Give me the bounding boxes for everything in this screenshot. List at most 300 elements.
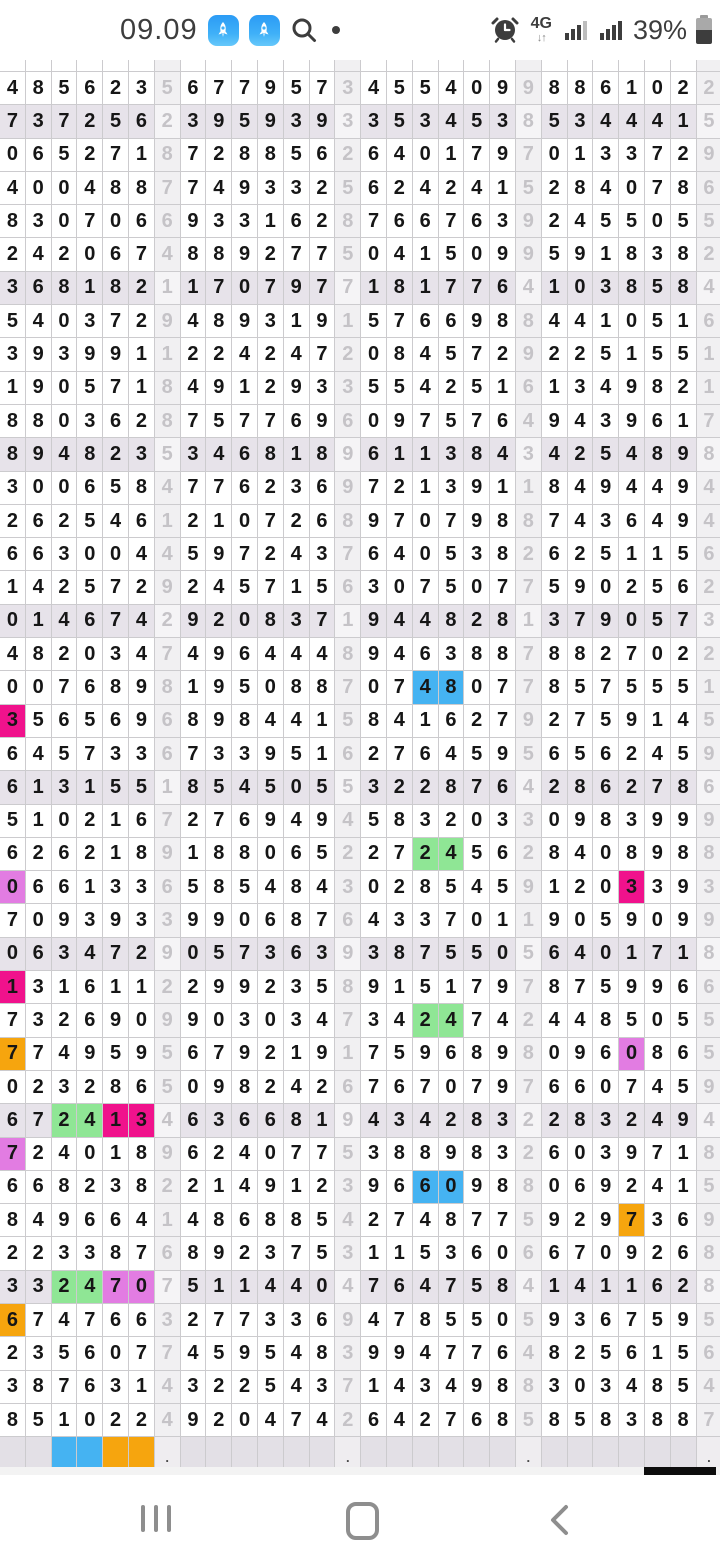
digit-cell: 0 xyxy=(26,671,52,704)
digit-cell: 5 xyxy=(232,571,258,604)
digit-cell: 2 xyxy=(181,971,207,1004)
digit-cell: 2 xyxy=(568,871,594,904)
footer-separator-cell: . xyxy=(155,1437,181,1468)
digit-cell: 4 xyxy=(619,105,645,138)
digit-cell: 5 xyxy=(645,338,671,371)
digit-cell: 8 xyxy=(439,671,465,704)
digit-cell: 5 xyxy=(52,738,78,771)
digit-cell: 9 xyxy=(593,1171,619,1204)
separator-cell: 9 xyxy=(335,438,361,471)
digit-cell: 7 xyxy=(284,1237,310,1270)
digit-cell: 8 xyxy=(206,305,232,338)
digit-cell: 3 xyxy=(310,538,336,571)
digit-cell: 3 xyxy=(542,1371,568,1404)
digit-cell: 2 xyxy=(52,638,78,671)
digit-cell: 4 xyxy=(129,605,155,638)
digit-cell: 1 xyxy=(645,705,671,738)
digit-cell: 5 xyxy=(490,871,516,904)
digit-cell: 3 xyxy=(232,1004,258,1037)
digit-cell: 8 xyxy=(413,1138,439,1171)
digit-cell: 5 xyxy=(464,938,490,971)
separator-cell: 7 xyxy=(155,1271,181,1304)
digit-cell: 4 xyxy=(387,638,413,671)
digit-cell: 8 xyxy=(568,771,594,804)
digit-cell: 7 xyxy=(206,472,232,505)
digit-cell: 7 xyxy=(129,1237,155,1270)
digit-cell: 6 xyxy=(284,405,310,438)
digit-cell: 4 xyxy=(284,1071,310,1104)
digit-cell: 8 xyxy=(671,1404,697,1437)
digit-cell: 4 xyxy=(361,72,387,105)
clipped-row-cell xyxy=(284,60,310,72)
digit-cell: 0 xyxy=(103,205,129,238)
digit-cell: 1 xyxy=(387,438,413,471)
digit-cell: 3 xyxy=(0,338,26,371)
digit-cell: 4 xyxy=(284,638,310,671)
digit-cell: 9 xyxy=(542,1204,568,1237)
digit-cell: 9 xyxy=(645,971,671,1004)
4g-network-icon xyxy=(531,16,552,44)
digit-cell: 4 xyxy=(413,605,439,638)
digit-cell: 1 xyxy=(593,238,619,271)
digit-cell: 4 xyxy=(439,838,465,871)
separator-cell: 9 xyxy=(155,571,181,604)
digit-cell: 1 xyxy=(542,1271,568,1304)
digit-cell: 4 xyxy=(181,1337,207,1370)
digit-cell: 3 xyxy=(206,205,232,238)
digit-cell: 6 xyxy=(232,1204,258,1237)
digit-cell: 7 xyxy=(26,1104,52,1137)
digit-cell: 9 xyxy=(464,1171,490,1204)
digit-cell: 3 xyxy=(413,904,439,937)
digit-cell: 2 xyxy=(181,338,207,371)
digit-cell: 7 xyxy=(206,272,232,305)
digit-cell: 0 xyxy=(568,1371,594,1404)
digit-cell: 5 xyxy=(284,738,310,771)
horizontal-scrollbar[interactable] xyxy=(0,1467,720,1475)
digit-cell: 3 xyxy=(490,105,516,138)
digit-cell: 5 xyxy=(645,1304,671,1337)
digit-cell: 9 xyxy=(232,1038,258,1071)
digit-cell: 1 xyxy=(671,305,697,338)
digit-cell: 2 xyxy=(387,472,413,505)
digit-cell: 4 xyxy=(284,538,310,571)
digit-cell: 3 xyxy=(77,405,103,438)
digit-cell: 7 xyxy=(568,605,594,638)
digit-cell: 7 xyxy=(645,139,671,172)
digit-cell: 8 xyxy=(593,1404,619,1437)
digit-cell: 5 xyxy=(619,671,645,704)
digit-cell: 4 xyxy=(645,1104,671,1137)
digit-cell: 3 xyxy=(490,205,516,238)
digit-cell: 3 xyxy=(490,1104,516,1137)
digit-cell: 9 xyxy=(568,238,594,271)
digit-cell: 8 xyxy=(103,272,129,305)
digit-cell: 5 xyxy=(310,1204,336,1237)
digit-cell: 8 xyxy=(206,1204,232,1237)
digit-cell: 3 xyxy=(284,472,310,505)
digit-cell: 8 xyxy=(542,971,568,1004)
digit-cell: 5 xyxy=(181,1271,207,1304)
digit-cell: 8 xyxy=(103,1071,129,1104)
digit-cell: 1 xyxy=(568,139,594,172)
network-label: 4G xyxy=(530,15,552,32)
clipped-row-cell xyxy=(439,60,465,72)
digit-cell: 5 xyxy=(542,571,568,604)
number-grid[interactable] xyxy=(0,60,720,1468)
digit-cell: 9 xyxy=(206,705,232,738)
digit-cell: 3 xyxy=(258,1304,284,1337)
digit-cell: 4 xyxy=(232,338,258,371)
digit-cell: 4 xyxy=(568,938,594,971)
digit-cell: 6 xyxy=(77,671,103,704)
digit-cell: 0 xyxy=(413,139,439,172)
digit-cell: 0 xyxy=(310,1271,336,1304)
digit-cell: 6 xyxy=(593,1304,619,1337)
digit-cell: 5 xyxy=(232,671,258,704)
digit-cell: 9 xyxy=(181,904,207,937)
digit-cell: 2 xyxy=(568,1337,594,1370)
separator-cell: 9 xyxy=(155,938,181,971)
digit-cell: 4 xyxy=(52,605,78,638)
back-icon[interactable] xyxy=(548,1504,570,1536)
digit-cell: 7 xyxy=(671,605,697,638)
digit-cell: 7 xyxy=(361,1071,387,1104)
digit-cell: 1 xyxy=(671,938,697,971)
separator-cell: 6 xyxy=(155,705,181,738)
digit-cell: 5 xyxy=(0,305,26,338)
digit-cell: 6 xyxy=(77,1371,103,1404)
digit-cell: 3 xyxy=(26,205,52,238)
digit-cell: 7 xyxy=(464,771,490,804)
digit-cell: 0 xyxy=(258,838,284,871)
digit-cell: 4 xyxy=(619,472,645,505)
digit-cell: 3 xyxy=(258,305,284,338)
separator-cell: 1 xyxy=(516,472,542,505)
digit-cell: 5 xyxy=(206,405,232,438)
digit-cell: 1 xyxy=(284,1038,310,1071)
digit-cell: 3 xyxy=(26,1337,52,1370)
digit-cell: 9 xyxy=(464,1371,490,1404)
separator-cell: 2 xyxy=(335,139,361,172)
digit-cell: 9 xyxy=(671,1304,697,1337)
digit-cell: 2 xyxy=(671,638,697,671)
digit-cell: 7 xyxy=(206,72,232,105)
separator-cell: 7 xyxy=(155,1337,181,1370)
digit-cell: 1 xyxy=(0,971,26,1004)
digit-cell: 1 xyxy=(619,338,645,371)
footer-separator-cell: . xyxy=(697,1437,720,1468)
digit-cell: 5 xyxy=(671,338,697,371)
digit-cell: 5 xyxy=(593,1337,619,1370)
digit-cell: 6 xyxy=(361,438,387,471)
digit-cell: 0 xyxy=(77,1404,103,1437)
digit-cell: 9 xyxy=(671,805,697,838)
digit-cell: 9 xyxy=(232,971,258,1004)
digit-cell: 8 xyxy=(464,1138,490,1171)
digit-cell: 4 xyxy=(593,105,619,138)
digit-cell: 7 xyxy=(568,705,594,738)
digit-cell: 3 xyxy=(593,505,619,538)
digit-cell: 2 xyxy=(284,505,310,538)
recents-icon[interactable] xyxy=(141,1505,171,1532)
digit-cell: 3 xyxy=(568,105,594,138)
footer-cell xyxy=(593,1437,619,1468)
digit-cell: 7 xyxy=(310,338,336,371)
separator-cell: 5 xyxy=(697,1304,720,1337)
digit-cell: 4 xyxy=(671,705,697,738)
digit-cell: 5 xyxy=(206,1337,232,1370)
digit-cell: 6 xyxy=(258,1104,284,1137)
digit-cell: 8 xyxy=(181,238,207,271)
digit-cell: 8 xyxy=(129,1171,155,1204)
digit-cell: 0 xyxy=(619,605,645,638)
separator-cell: 8 xyxy=(155,671,181,704)
digit-cell: 2 xyxy=(77,1071,103,1104)
digit-cell: 3 xyxy=(129,72,155,105)
digit-cell: 9 xyxy=(26,438,52,471)
digit-cell: 2 xyxy=(645,1237,671,1270)
digit-cell: 7 xyxy=(361,1271,387,1304)
digit-cell: 9 xyxy=(181,205,207,238)
digit-cell: 7 xyxy=(568,1237,594,1270)
digit-cell: 6 xyxy=(26,538,52,571)
digit-cell: 7 xyxy=(181,738,207,771)
separator-cell: 6 xyxy=(335,904,361,937)
digit-cell: 2 xyxy=(26,1071,52,1104)
digit-cell: 7 xyxy=(413,1071,439,1104)
digit-cell: 2 xyxy=(77,105,103,138)
digit-cell: 0 xyxy=(645,72,671,105)
digit-cell: 2 xyxy=(542,338,568,371)
separator-cell: 2 xyxy=(155,605,181,638)
digit-cell: 2 xyxy=(258,372,284,405)
digit-cell: 0 xyxy=(258,1138,284,1171)
digit-cell: 2 xyxy=(26,838,52,871)
digit-cell: 4 xyxy=(129,538,155,571)
digit-cell: 6 xyxy=(103,238,129,271)
separator-cell: 3 xyxy=(335,871,361,904)
digit-cell: 0 xyxy=(593,871,619,904)
digit-cell: 2 xyxy=(206,139,232,172)
digit-cell: 1 xyxy=(52,1404,78,1437)
digit-cell: 2 xyxy=(387,172,413,205)
digit-cell: 8 xyxy=(387,805,413,838)
separator-cell: 6 xyxy=(155,738,181,771)
digit-cell: 4 xyxy=(258,638,284,671)
digit-cell: 3 xyxy=(593,405,619,438)
digit-cell: 2 xyxy=(26,1138,52,1171)
digit-cell: 7 xyxy=(181,405,207,438)
digit-cell: 8 xyxy=(490,605,516,638)
digit-cell: 5 xyxy=(361,305,387,338)
digit-cell: 4 xyxy=(439,72,465,105)
digit-cell: 6 xyxy=(77,472,103,505)
digit-cell: 1 xyxy=(619,938,645,971)
digit-cell: 0 xyxy=(232,605,258,638)
digit-cell: 0 xyxy=(129,1271,155,1304)
digit-cell: 9 xyxy=(568,571,594,604)
separator-cell: 1 xyxy=(335,605,361,638)
digit-cell: 4 xyxy=(439,738,465,771)
digit-cell: 8 xyxy=(387,272,413,305)
digit-cell: 2 xyxy=(258,971,284,1004)
digit-cell: 9 xyxy=(490,1071,516,1104)
digit-cell: 4 xyxy=(310,1404,336,1437)
digit-cell: 6 xyxy=(671,971,697,1004)
digit-cell: 4 xyxy=(284,705,310,738)
digit-cell: 3 xyxy=(439,638,465,671)
digit-cell: 8 xyxy=(645,1371,671,1404)
digit-cell: 1 xyxy=(103,805,129,838)
digit-cell: 5 xyxy=(310,1237,336,1270)
digit-cell: 7 xyxy=(593,671,619,704)
digit-cell: 0 xyxy=(77,638,103,671)
separator-cell: 9 xyxy=(155,838,181,871)
digit-cell: 3 xyxy=(103,1371,129,1404)
digit-cell: 5 xyxy=(464,372,490,405)
digit-cell: 8 xyxy=(387,338,413,371)
digit-cell: 0 xyxy=(361,238,387,271)
digit-cell: 8 xyxy=(258,139,284,172)
digit-cell: 2 xyxy=(258,338,284,371)
separator-cell: 5 xyxy=(697,705,720,738)
digit-cell: 4 xyxy=(0,638,26,671)
digit-cell: 7 xyxy=(310,904,336,937)
digit-cell: 9 xyxy=(490,238,516,271)
footer-cell xyxy=(181,1437,207,1468)
clipped-row-cell xyxy=(464,60,490,72)
digit-cell: 1 xyxy=(181,272,207,305)
digit-cell: 6 xyxy=(26,139,52,172)
digit-cell: 9 xyxy=(129,671,155,704)
digit-cell: 9 xyxy=(206,105,232,138)
digit-cell: 9 xyxy=(490,1038,516,1071)
digit-cell: 4 xyxy=(26,305,52,338)
footer-cell xyxy=(542,1437,568,1468)
scrollbar-thumb[interactable] xyxy=(644,1467,716,1475)
digit-cell: 5 xyxy=(181,538,207,571)
digit-cell: 5 xyxy=(77,705,103,738)
digit-cell: 9 xyxy=(542,405,568,438)
digit-cell: 9 xyxy=(77,1038,103,1071)
digit-cell: 4 xyxy=(181,305,207,338)
digit-cell: 4 xyxy=(593,372,619,405)
digit-cell: 9 xyxy=(619,705,645,738)
separator-cell: 5 xyxy=(516,938,542,971)
digit-cell: 1 xyxy=(52,971,78,1004)
digit-cell: 0 xyxy=(464,904,490,937)
digit-cell: 0 xyxy=(645,1004,671,1037)
digit-cell: 1 xyxy=(206,1171,232,1204)
home-icon[interactable] xyxy=(346,1502,379,1540)
digit-cell: 0 xyxy=(77,1138,103,1171)
separator-cell: 2 xyxy=(335,338,361,371)
digit-cell: 1 xyxy=(103,1104,129,1137)
digit-cell: 4 xyxy=(439,1371,465,1404)
digit-cell: 1 xyxy=(671,1171,697,1204)
digit-cell: 8 xyxy=(310,438,336,471)
digit-cell: 9 xyxy=(361,605,387,638)
digit-cell: 4 xyxy=(413,671,439,704)
digit-cell: 7 xyxy=(413,571,439,604)
separator-cell: 2 xyxy=(516,1104,542,1137)
digit-cell: 3 xyxy=(26,105,52,138)
digit-cell: 4 xyxy=(387,1404,413,1437)
digit-cell: 7 xyxy=(439,1337,465,1370)
digit-cell: 3 xyxy=(258,938,284,971)
footer-cell xyxy=(26,1437,52,1468)
digit-cell: 9 xyxy=(258,1171,284,1204)
clipped-row-cell xyxy=(335,60,361,72)
digit-cell: 1 xyxy=(0,372,26,405)
digit-cell: 4 xyxy=(645,1071,671,1104)
digit-cell: 0 xyxy=(568,1138,594,1171)
separator-cell: 4 xyxy=(155,472,181,505)
digit-cell: 8 xyxy=(645,372,671,405)
digit-cell: 0 xyxy=(103,1337,129,1370)
digit-cell: 0 xyxy=(464,72,490,105)
digit-cell: 0 xyxy=(361,871,387,904)
digit-cell: 8 xyxy=(439,1204,465,1237)
digit-cell: 8 xyxy=(206,238,232,271)
digit-cell: 8 xyxy=(129,838,155,871)
digit-cell: 9 xyxy=(542,1304,568,1337)
clipped-row-cell xyxy=(310,60,336,72)
digit-cell: 3 xyxy=(593,1104,619,1137)
separator-cell: 8 xyxy=(697,1271,720,1304)
digit-cell: 9 xyxy=(206,971,232,1004)
digit-cell: 1 xyxy=(593,1271,619,1304)
digit-cell: 7 xyxy=(0,904,26,937)
digit-cell: 2 xyxy=(0,238,26,271)
digit-cell: 1 xyxy=(103,971,129,1004)
separator-cell: 8 xyxy=(335,205,361,238)
digit-cell: 4 xyxy=(206,571,232,604)
separator-cell: 3 xyxy=(516,805,542,838)
separator-cell: 7 xyxy=(516,571,542,604)
digit-cell: 6 xyxy=(542,738,568,771)
digit-cell: 8 xyxy=(490,638,516,671)
digit-cell: 7 xyxy=(52,1371,78,1404)
digit-cell: 2 xyxy=(77,1171,103,1204)
digit-cell: 6 xyxy=(671,1038,697,1071)
clipped-row-cell xyxy=(593,60,619,72)
digit-cell: 9 xyxy=(593,1204,619,1237)
digit-cell: 0 xyxy=(439,1171,465,1204)
digit-cell: 8 xyxy=(361,705,387,738)
digit-cell: 8 xyxy=(181,1237,207,1270)
digit-cell: 0 xyxy=(593,838,619,871)
digit-cell: 9 xyxy=(284,372,310,405)
digit-cell: 2 xyxy=(619,771,645,804)
digit-cell: 9 xyxy=(361,1337,387,1370)
separator-cell: 9 xyxy=(335,938,361,971)
digit-cell: 7 xyxy=(129,238,155,271)
digit-cell: 2 xyxy=(52,1271,78,1304)
clipped-row-cell xyxy=(697,60,720,72)
digit-cell: 2 xyxy=(439,372,465,405)
digit-cell: 4 xyxy=(206,172,232,205)
digit-cell: 3 xyxy=(103,871,129,904)
digit-cell: 5 xyxy=(671,671,697,704)
digit-cell: 5 xyxy=(645,571,671,604)
separator-cell: 8 xyxy=(697,438,720,471)
digit-cell: 6 xyxy=(181,1138,207,1171)
digit-cell: 2 xyxy=(129,405,155,438)
digit-cell: 2 xyxy=(490,338,516,371)
digit-cell: 7 xyxy=(181,139,207,172)
